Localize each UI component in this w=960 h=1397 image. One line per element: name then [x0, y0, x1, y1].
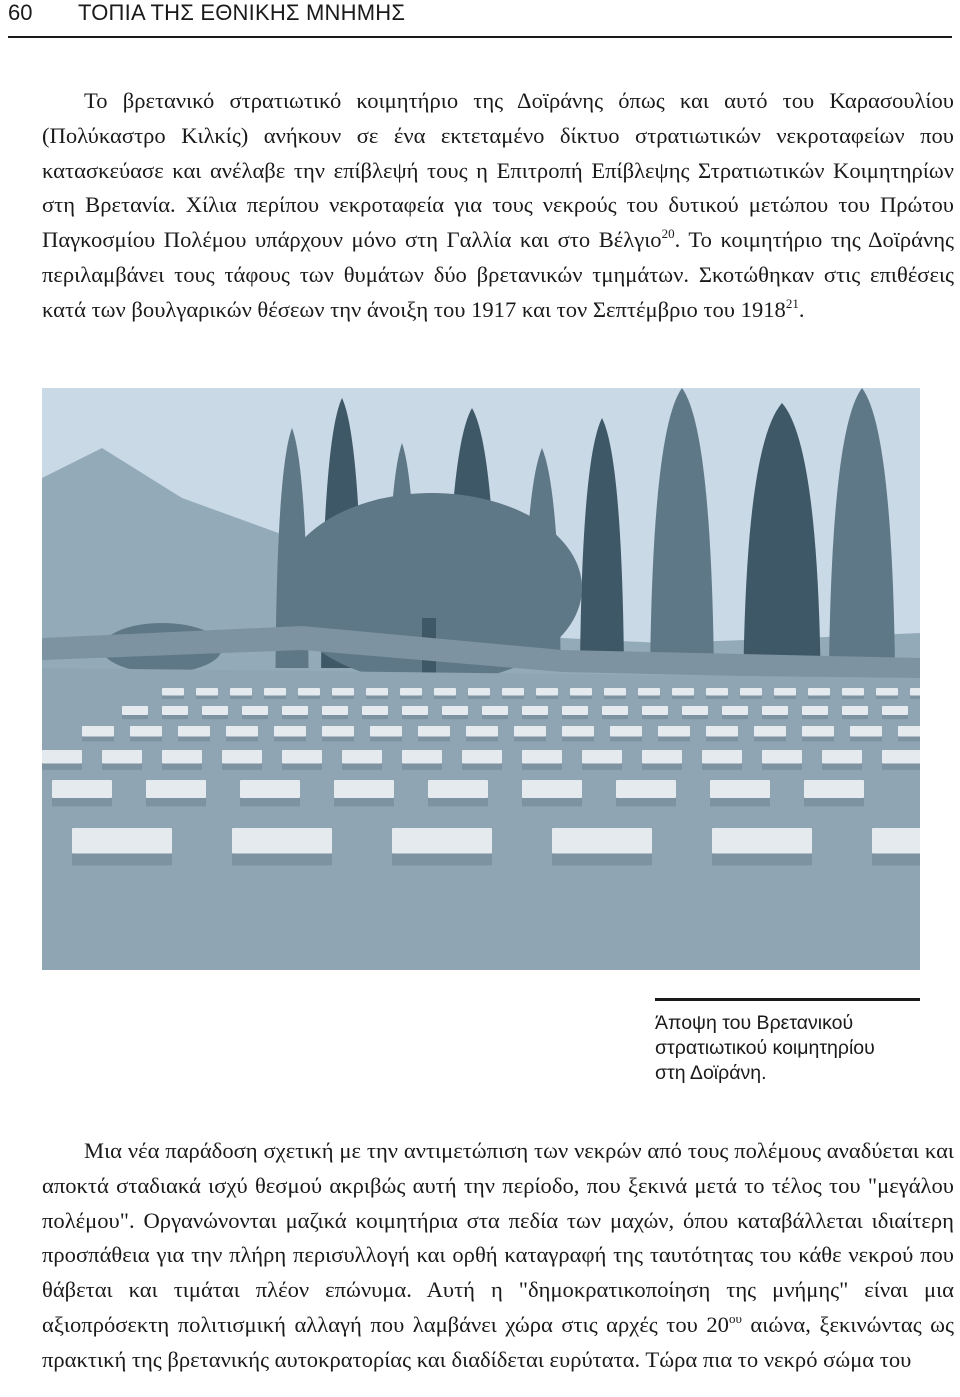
photo-headstone	[706, 688, 728, 696]
photo-headstone	[872, 828, 920, 854]
photo-headstone	[434, 688, 456, 696]
photo-headstone	[702, 750, 742, 764]
photo-headstone	[342, 750, 382, 764]
photo-headstone	[102, 750, 142, 764]
photo-headstone	[642, 750, 682, 764]
cemetery-photo-drawing	[42, 388, 920, 970]
footnote-ref-20[interactable]: 20	[661, 226, 675, 242]
photo-headstone	[202, 706, 228, 715]
photo-headstone	[604, 688, 626, 696]
paragraph-1-text-b: . Το κοιμητήριο της Δοϊράνης περιλαμβάνει τους τάφους των θυμάτων δύο βρετανικών τμημάτων. Σκοτώθηκαν στις επιθέσεις κατά των βουλγαρικών θέσεων την άνοιξη του 1917 και τον Σεπτέμβριο του 1918	[42, 227, 954, 322]
photo-headstone	[802, 706, 828, 715]
photo-headstone	[602, 706, 628, 715]
photo-headstone	[562, 706, 588, 715]
photo-headstone	[842, 706, 868, 715]
photo-headstone	[222, 750, 262, 764]
paragraph-2-text-b: αιώνα, ξεκινώντας ως πρακτική της βρετανικής αυτοκρατορίας και διαδίδεται ευρύτατα. Τώρα πια το νεκρό σώμα του	[42, 1311, 954, 1372]
photo-headstone	[282, 706, 308, 715]
photo-headstone	[514, 726, 546, 737]
photo-headstone	[130, 726, 162, 737]
caption-line-3: στη Δοϊράνη.	[655, 1062, 767, 1084]
photo-headstone	[72, 828, 172, 854]
photo-headstone	[362, 706, 388, 715]
photo-headstone	[774, 688, 796, 696]
photo-headstone	[82, 726, 114, 737]
photo-headstone	[196, 688, 218, 696]
photo-headstone	[392, 828, 492, 854]
photo-headstone	[804, 780, 864, 798]
photo-headstone	[616, 780, 676, 798]
photo-headstone	[562, 726, 594, 737]
photo-headstone	[898, 726, 920, 737]
photo-headstone	[522, 780, 582, 798]
photo-headstone	[240, 780, 300, 798]
photo-headstone	[162, 688, 184, 696]
photo-headstone	[230, 688, 252, 696]
photo-headstone	[428, 780, 488, 798]
photo-headstone	[366, 688, 388, 696]
photo-headstone	[822, 750, 862, 764]
body-paragraph-1	[42, 84, 954, 328]
photo-headstone	[370, 726, 402, 737]
running-title: ΤΟΠΙΑ ΤΗΣ ΕΘΝΙΚΗΣ ΜΝΗΜΗΣ	[78, 0, 406, 25]
photo-headstone	[482, 706, 508, 715]
photo-headstone	[226, 726, 258, 737]
photo-headstone	[802, 726, 834, 737]
photo-headstone	[882, 706, 908, 715]
photo-headstone	[552, 828, 652, 854]
photo-caption	[655, 998, 920, 1086]
caption-line-1: Άποψη του Βρετανικού	[655, 1012, 854, 1034]
photo-headstone	[642, 706, 668, 715]
photo-headstone	[274, 726, 306, 737]
photo-headstone	[52, 780, 112, 798]
photo-headstone	[232, 828, 332, 854]
photo-headstone	[762, 706, 788, 715]
photo-headstone	[876, 688, 898, 696]
photo-headstone	[522, 750, 562, 764]
photo-headstone	[264, 688, 286, 696]
paragraph-1-text-c: .	[798, 296, 805, 322]
photo-headstone	[400, 688, 422, 696]
photo-headstone	[402, 706, 428, 715]
century-superscript: ου	[728, 1310, 742, 1326]
photo-headstone	[402, 750, 442, 764]
running-header	[8, 0, 952, 38]
photo-headstone	[146, 780, 206, 798]
photo-headstone	[466, 726, 498, 737]
caption-line-2: στρατιωτικού κοιμητηρίου	[655, 1037, 875, 1059]
photo-headstone	[638, 688, 660, 696]
photo-headstone	[658, 726, 690, 737]
photo-headstone	[740, 688, 762, 696]
body-paragraph-2	[42, 1134, 954, 1378]
photo-headstone	[462, 750, 502, 764]
photo-headstone	[334, 780, 394, 798]
photo-headstone	[418, 726, 450, 737]
photo-headstone	[754, 726, 786, 737]
photo-headstone	[910, 688, 920, 696]
photo-headstone	[842, 688, 864, 696]
photo-headstone	[42, 750, 82, 764]
photo-headstone	[582, 750, 622, 764]
photo-headstone	[808, 688, 830, 696]
cemetery-photo	[42, 388, 920, 970]
photo-headstone	[762, 750, 802, 764]
photo-headstone	[162, 750, 202, 764]
photo-headstone	[536, 688, 558, 696]
photo-headstone	[178, 726, 210, 737]
photo-headstone	[710, 780, 770, 798]
photo-headstone	[332, 688, 354, 696]
photo-headstone	[282, 750, 322, 764]
paragraph-2-text-a: Μια νέα παράδοση σχετική με την αντιμετώπιση των νεκρών από τους πολέμους αναδύεται και αποκτά σταδιακά ισχύ θεσμού ακριβώς αυτή την περίοδο, που ξεκινά μετά το τέλος του "μεγάλου πολέμου". Οργανώνονται μαζικά κοιμητήρια στα πεδία των μαχών, όπου καταβάλλεται ιδιαίτερη προσπάθεια για την πλήρη περισυλλογή και ορθή καταγραφή της ταυτότητας του κάθε νεκρού που θάβεται και τιμάται πλέον επώνυμα. Αυτή η "δημοκρατικοποίηση της μνήμης" είναι μια αξιοπρόσεκτη πολιτισμική αλλαγή που λαμβάνει χώρα στις αρχές του 20	[42, 1138, 954, 1337]
photo-headstone	[722, 706, 748, 715]
photo-headstone	[570, 688, 592, 696]
photo-headstone	[242, 706, 268, 715]
photo-headstone	[522, 706, 548, 715]
photo-headstone	[468, 688, 490, 696]
page-number: 60	[8, 0, 33, 25]
photo-headstone	[502, 688, 524, 696]
photo-headstone	[706, 726, 738, 737]
photo-headstone	[322, 706, 348, 715]
photo-headstone	[122, 706, 148, 715]
photo-headstone	[882, 750, 920, 764]
photo-headstone	[162, 706, 188, 715]
photo-headstone	[610, 726, 642, 737]
photo-headstone	[712, 828, 812, 854]
paragraph-1-text-a: Το βρετανικό στρατιωτικό κοιμητήριο της Δοϊράνης όπως και αυτό του Καρασουλίου (Πολύκαστρο Κιλκίς) ανήκουν σε ένα εκτεταμένο δίκτυο στρατιωτικών νεκροταφείων που κατασκεύασε και ανέλαβε την επίβλεψή τους η Επιτροπή Επίβλεψης Στρατιωτικών Κοιμητηρίων στη Βρετανία. Χίλια περίπου νεκροταφεία για τους νεκρούς του δυτικού μετώπου του Πρώτου Παγκοσμίου Πολέμου υπάρχουν μόνο στη Γαλλία και στο Βέλγιο	[42, 88, 954, 253]
photo-headstone	[682, 706, 708, 715]
photo-headstone	[850, 726, 882, 737]
footnote-ref-21[interactable]: 21	[785, 295, 799, 311]
photo-headstone	[298, 688, 320, 696]
photo-headstone	[322, 726, 354, 737]
photo-headstone	[672, 688, 694, 696]
photo-headstone	[442, 706, 468, 715]
